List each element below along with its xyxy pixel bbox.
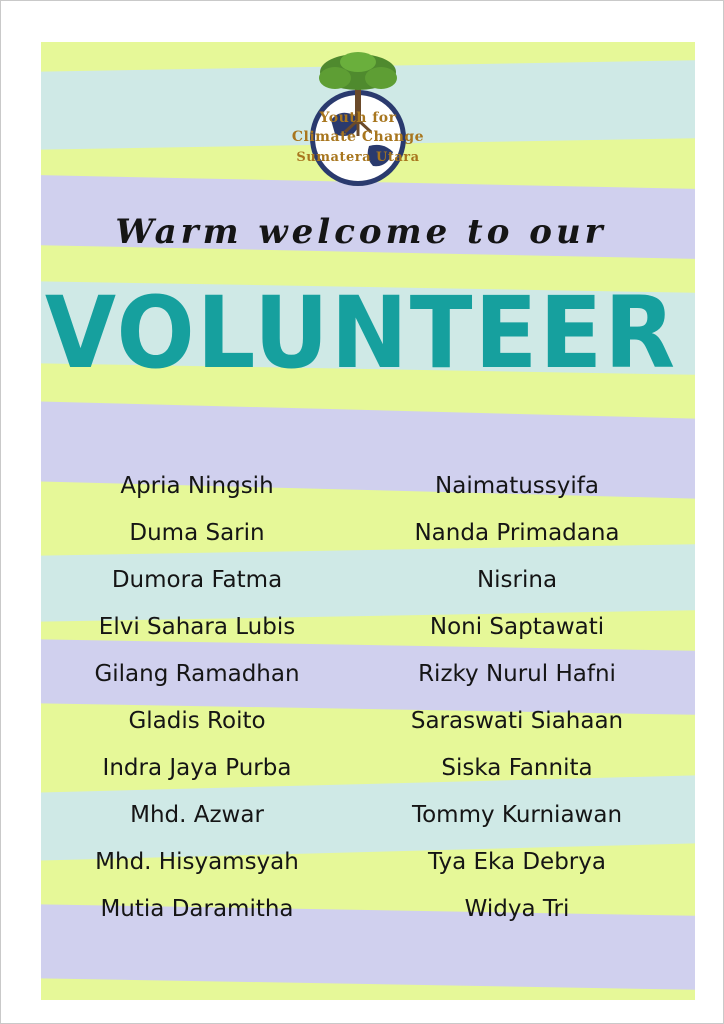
volunteer-name: Rizky Nurul Hafni (418, 661, 616, 687)
volunteer-name: Tya Eka Debrya (428, 849, 606, 875)
volunteer-name: Duma Sarin (129, 520, 265, 546)
logo-text-line1: Youth for (319, 110, 397, 126)
volunteer-name: Noni Saptawati (429, 614, 605, 640)
volunteer-name: Gladis Roito (128, 708, 266, 734)
logo-text-line2: Climate Change (291, 129, 425, 145)
volunteer-name: Gilang Ramadhan (94, 661, 300, 687)
volunteer-name: Nanda Primadana (414, 520, 620, 546)
logo-text-line3: Sumatera Utara (296, 150, 420, 165)
volunteer-name: Mhd. Hisyamsyah (95, 849, 299, 875)
volunteer-name: Siska Fannita (441, 755, 593, 781)
volunteer-title: VOLUNTEER (44, 275, 678, 391)
volunteer-name: Mutia Daramitha (100, 896, 294, 922)
volunteer-name: Indra Jaya Purba (102, 755, 292, 781)
names-right-column (377, 470, 657, 940)
volunteer-name: Dumora Fatma (111, 567, 283, 593)
organization-logo (283, 50, 433, 190)
volunteer-name: Widya Tri (464, 896, 570, 922)
names-left-column (57, 470, 337, 940)
volunteer-name: Mhd. Azwar (130, 802, 264, 828)
volunteer-name: Elvi Sahara Lubis (98, 614, 296, 640)
volunteer-name: Tommy Kurniawan (411, 802, 623, 828)
welcome-headline: Warm welcome to our (115, 212, 607, 252)
volunteer-name: Apria Ningsih (120, 473, 274, 499)
volunteer-name: Naimatussyifa (435, 473, 599, 499)
volunteer-name: Nisrina (476, 567, 558, 593)
volunteer-name: Saraswati Siahaan (410, 708, 624, 734)
